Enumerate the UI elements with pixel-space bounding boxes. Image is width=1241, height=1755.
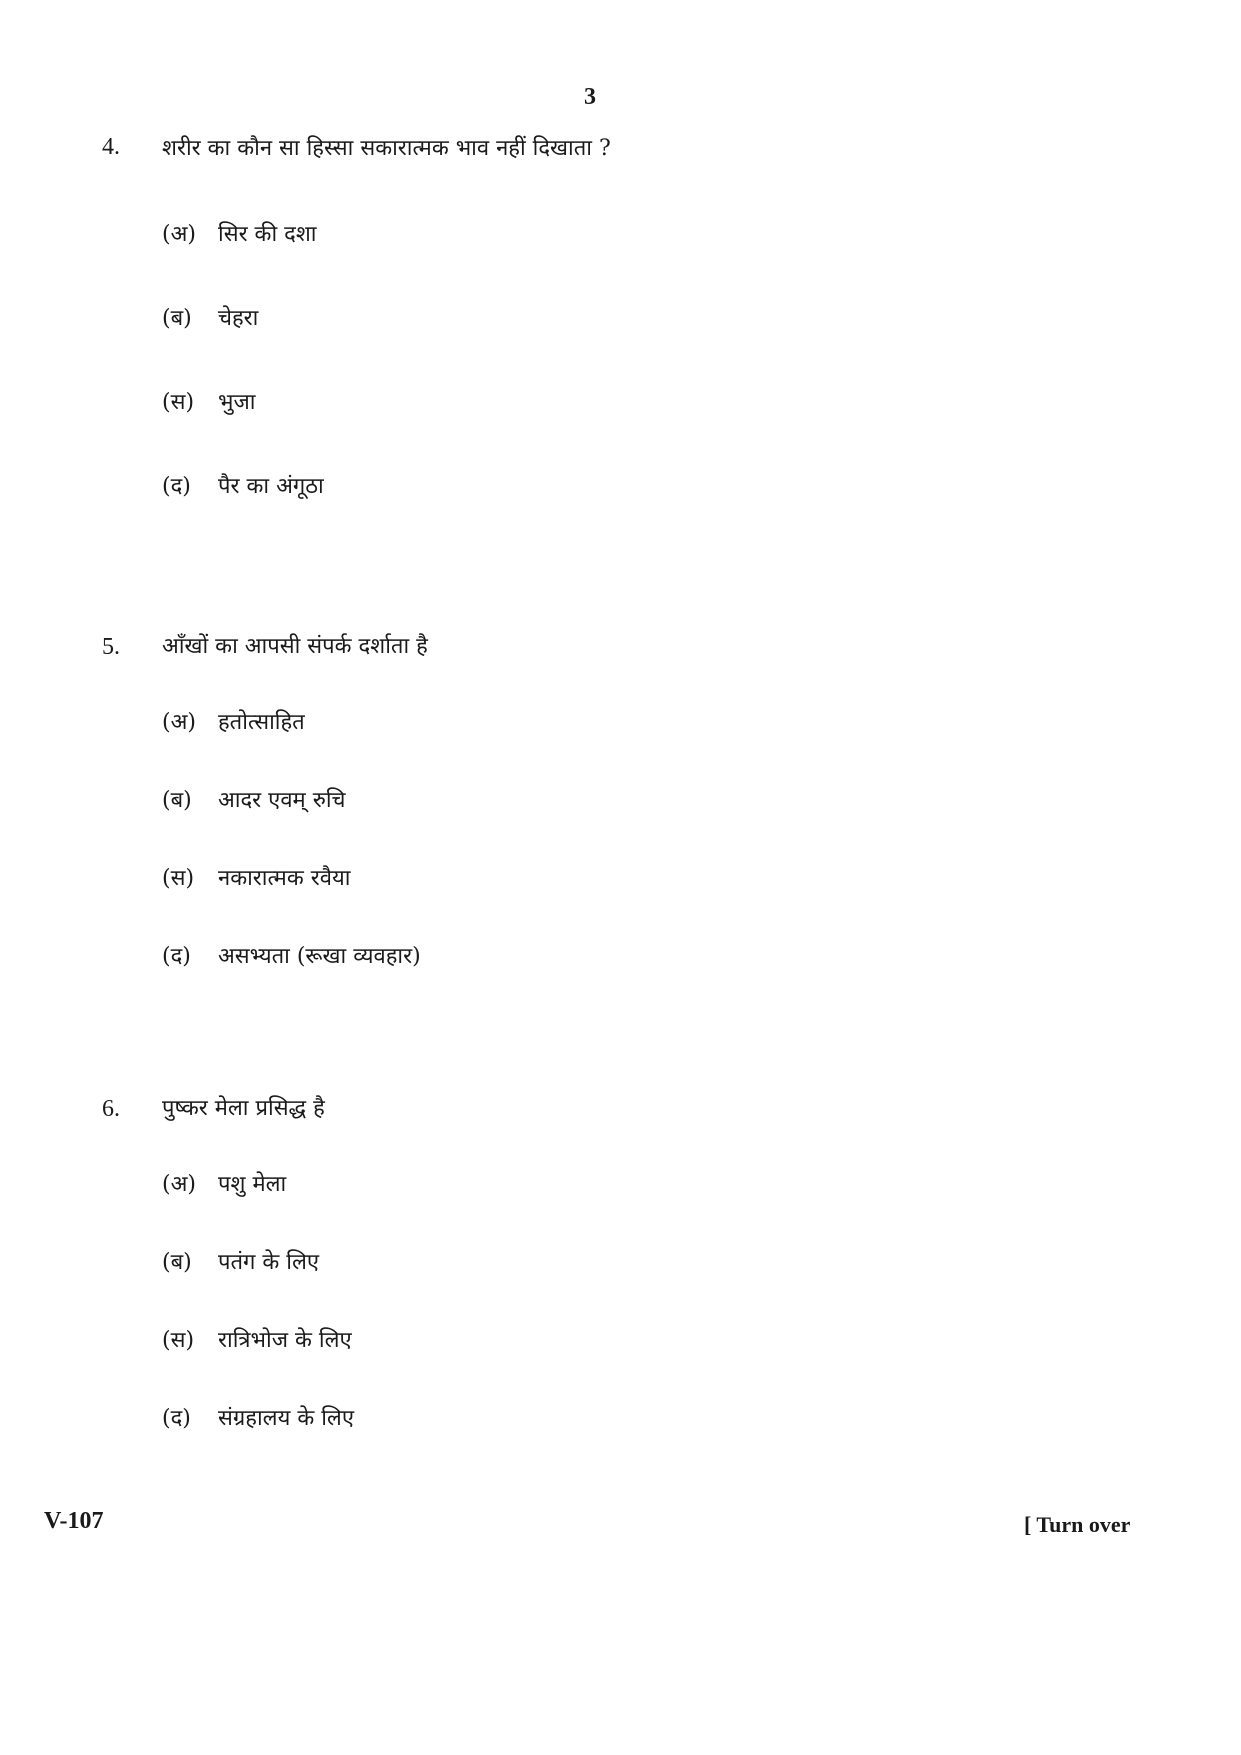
option-text: रात्रिभोज के लिए bbox=[218, 1328, 352, 1353]
option-label: (अ) bbox=[162, 1172, 196, 1197]
option-text: संग्रहालय के लिए bbox=[218, 1406, 354, 1431]
option-label: (अ) bbox=[162, 710, 196, 735]
option-label: (ब) bbox=[162, 788, 192, 813]
question-number: 4. bbox=[102, 134, 120, 160]
option-text: चेहरा bbox=[218, 306, 259, 331]
paper-code: V-107 bbox=[44, 1508, 104, 1534]
question-number: 5. bbox=[102, 634, 120, 660]
option-text: भुजा bbox=[218, 390, 256, 415]
option-text: असभ्यता (रूखा व्यवहार) bbox=[218, 944, 421, 969]
option-text: आदर एवम् रुचि bbox=[218, 788, 346, 813]
option-label: (स) bbox=[162, 1328, 195, 1353]
option-text: पैर का अंगूठा bbox=[218, 474, 324, 499]
option-label: (स) bbox=[162, 390, 195, 415]
question-text: पुष्कर मेला प्रसिद्ध है bbox=[162, 1096, 325, 1121]
question-text: आँखों का आपसी संपर्क दर्शाता है bbox=[162, 634, 428, 659]
option-text: नकारात्मक रवैया bbox=[218, 866, 351, 891]
option-label: (द) bbox=[162, 474, 191, 499]
option-label: (ब) bbox=[162, 1250, 192, 1275]
option-text: हतोत्साहित bbox=[218, 710, 305, 735]
turn-over-note: [ Turn over bbox=[1024, 1512, 1131, 1537]
question-text: शरीर का कौन सा हिस्सा सकारात्मक भाव नहीं दिखाता ? bbox=[162, 136, 611, 161]
option-text: पतंग के लिए bbox=[218, 1250, 320, 1275]
option-text: सिर की दशा bbox=[218, 222, 317, 247]
option-text: पशु मेला bbox=[218, 1172, 287, 1197]
option-label: (द) bbox=[162, 944, 191, 969]
question-number: 6. bbox=[102, 1096, 120, 1122]
option-label: (द) bbox=[162, 1406, 191, 1431]
option-label: (अ) bbox=[162, 222, 196, 247]
page-number: 3 bbox=[584, 84, 596, 110]
option-label: (स) bbox=[162, 866, 195, 891]
option-label: (ब) bbox=[162, 306, 192, 331]
